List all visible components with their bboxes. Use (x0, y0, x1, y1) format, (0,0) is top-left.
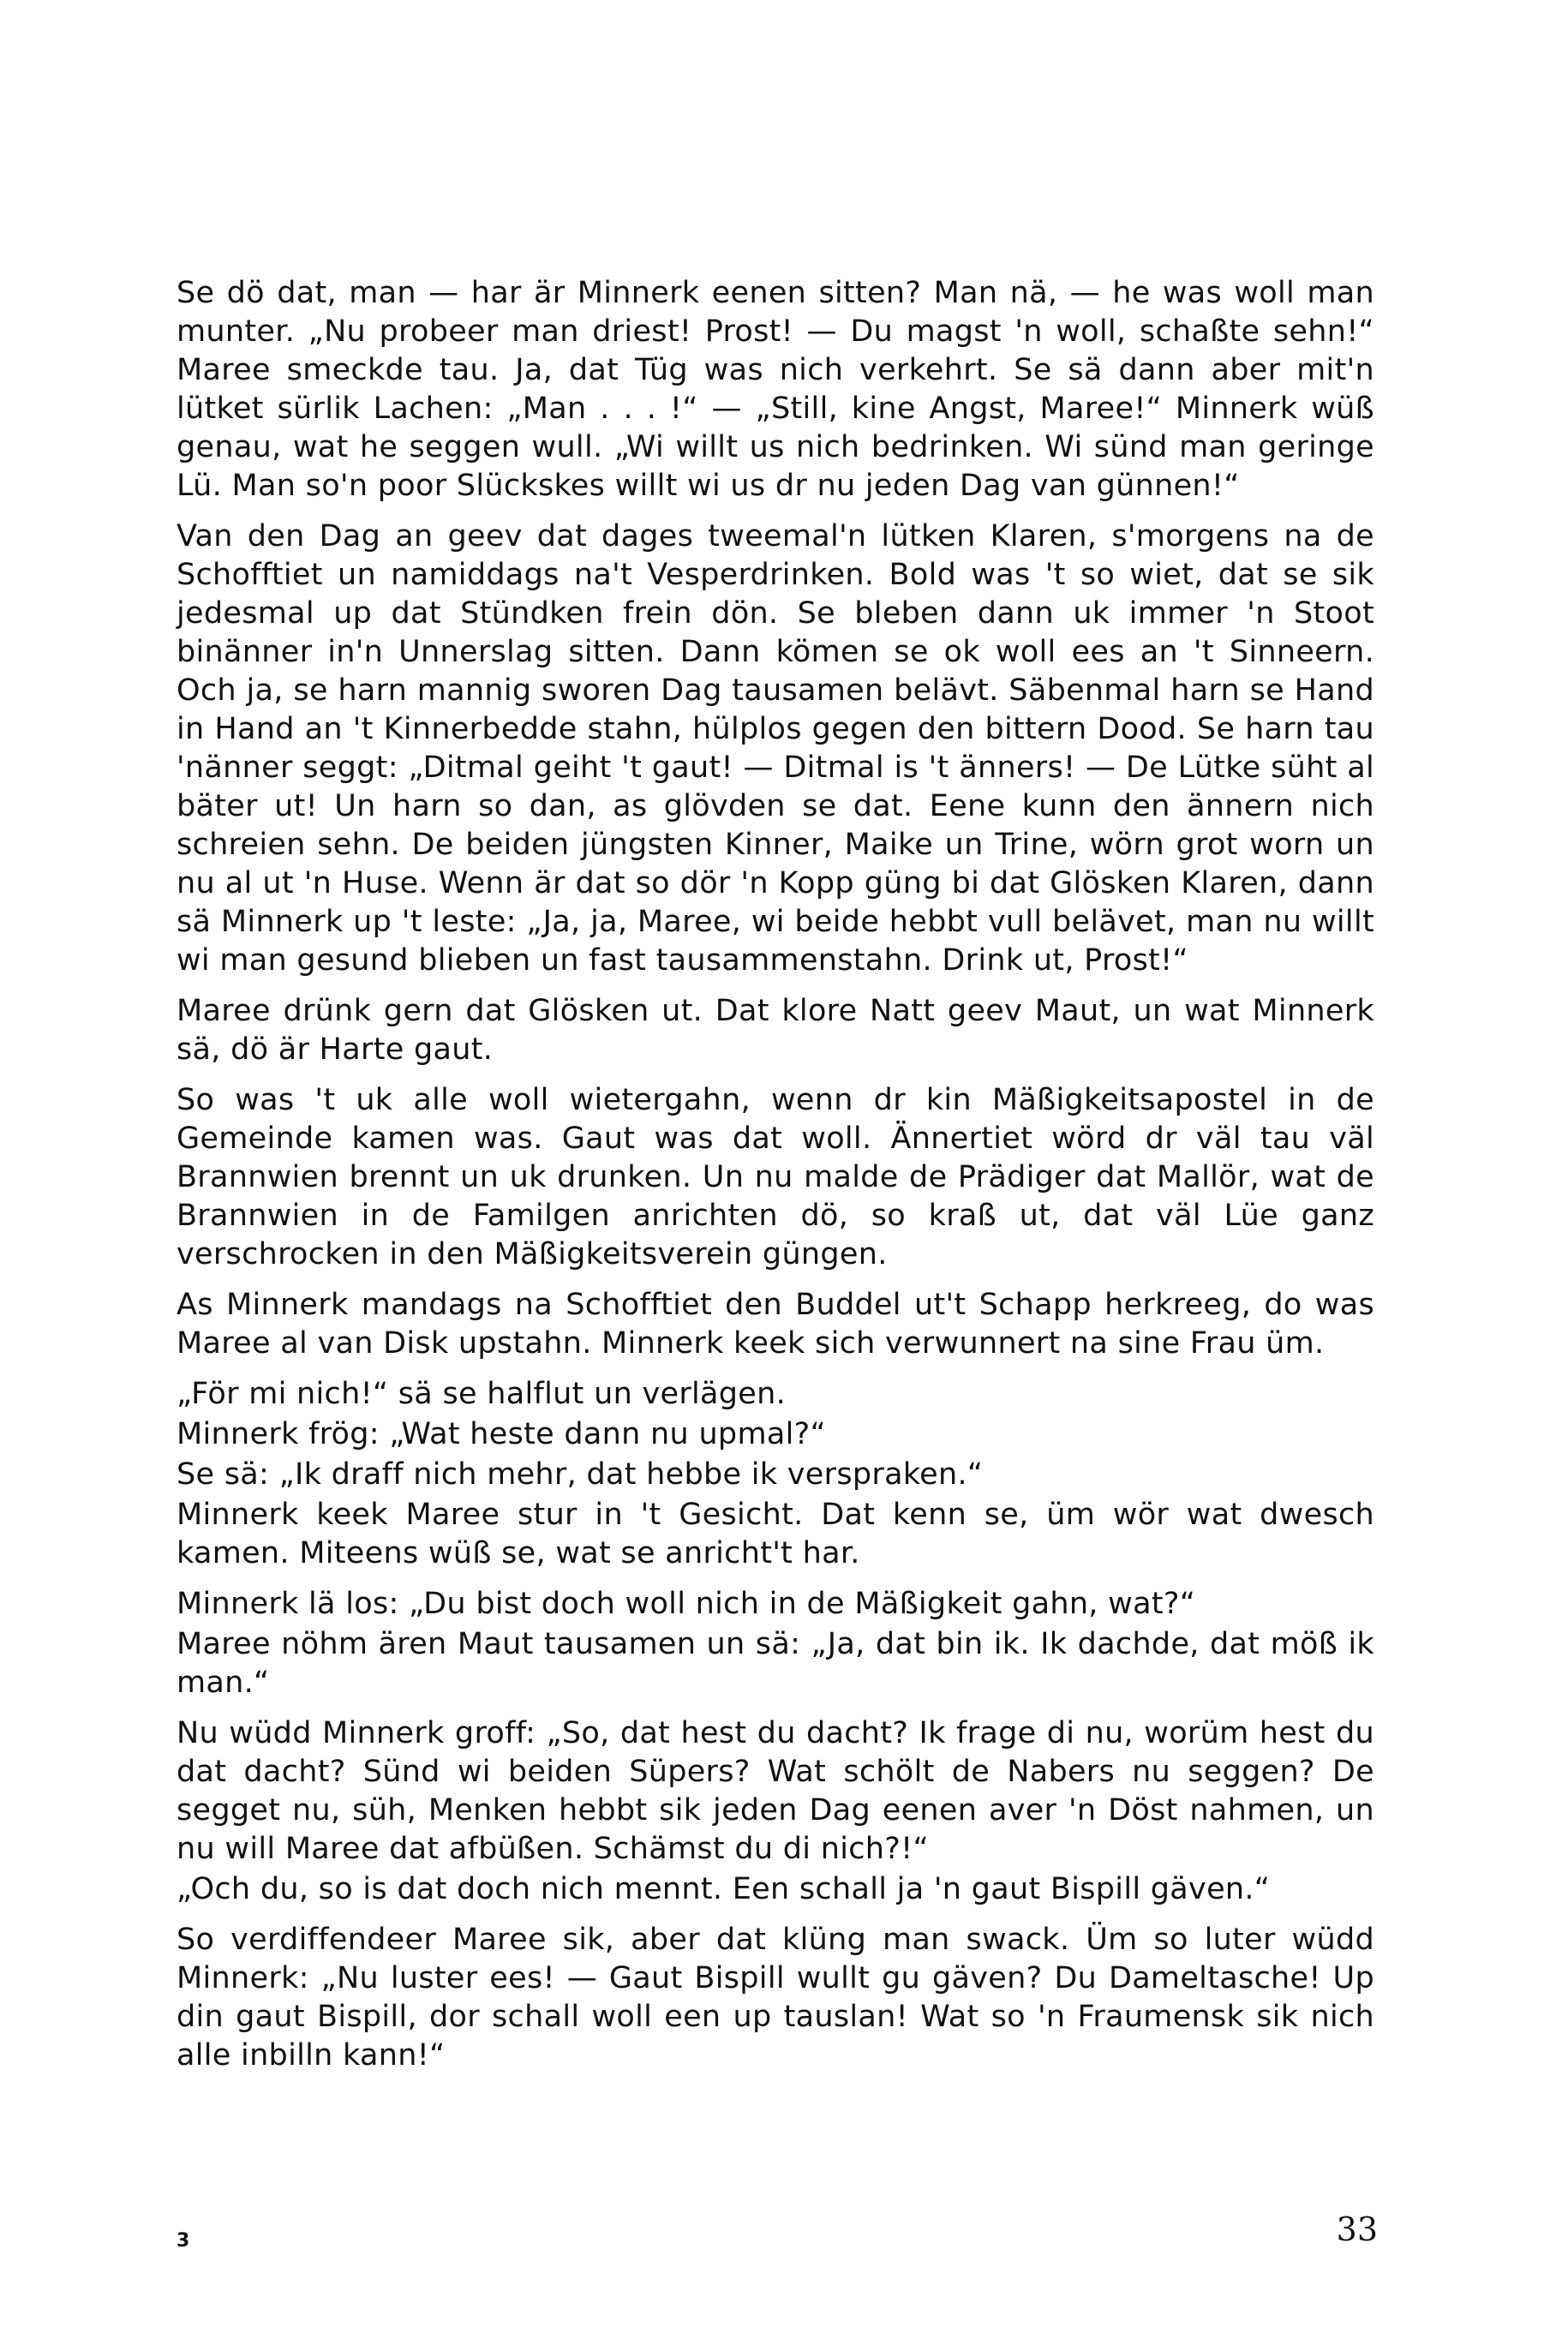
paragraph: „För mi nich!“ sä se halflut un verlägen. (177, 1377, 787, 1411)
paragraph: Minnerk frög: „Wat heste dann nu upmal?“ (177, 1417, 826, 1451)
paragraph: Minnerk keek Maree stur in 't Gesicht. Dat kenn se, üm wör wat dwesch kamen. Miteens wüß se, wat se anricht't har. (177, 1498, 1374, 1570)
paragraph: Van den Dag an geev dat dages tweemal'n lütken Klaren, s'morgens na de Schofftiet un namiddags na't Vesperdrinken. Bold was 't so wiet, dat se sik jedesmal up dat Stündken frein dön. Se bleben dann uk immer 'n Stoot binänner in'n Unnerslag sitten. Dann kömen se ok woll ees an 't Sinneern. Och ja, se harn mannig sworen Dag tausamen belävt. Säbenmal harn se Hand in Hand an 't Kinnerbedde stahn, hülplos gegen den bittern Dood. Se harn tau 'nänner seggt: „Ditmal geiht 't gaut! — Ditmal is 't änners! — De Lütke süht al bäter ut! Un harn so dan, as glövden se dat. Eene kunn den ännern nich schreien sehn. De beiden jüngsten Kinner, Maike un Trine, wörn grot worn un nu al ut 'n Huse. Wenn är dat so dör 'n Kopp güng bi dat Glösken Klaren, dann sä Minnerk up 't leste: „Ja, ja, Maree, wi beide hebbt vull belävet, man nu willt wi man gesund blieben un fast tausammenstahn. Drink ut, Prost!“ (177, 519, 1374, 978)
paragraph: Nu wüdd Minnerk groff: „So, dat hest du dacht? Ik frage di nu, worüm hest du dat dacht? Sünd wi beiden Süpers? Wat schölt de Nabers nu seggen? De segget nu, süh, Menken hebbt sik jeden Dag eenen aver 'n Döst nahmen, un nu will Maree dat afbüßen. Schämst du di nich?!“ (177, 1716, 1374, 1866)
paragraph: Se sä: „Ik draff nich mehr, dat hebbe ik verspraken.“ (177, 1457, 984, 1492)
paragraph: As Minnerk mandags na Schofftiet den Buddel ut't Schapp herkreeg, do was Maree al van Disk upstahn. Minnerk keek sich verwunnert na sine Frau üm. (177, 1288, 1374, 1361)
paragraph: So was 't uk alle woll wietergahn, wenn dr kin Mäßigkeitsapostel in de Gemeinde kamen was. Gaut was dat woll. Ännertiet wörd dr väl tau väl Brannwien brennt un uk drunken. Un nu malde de Prädiger dat Mallör, wat de Brannwien in de Familgen anrichten dö, so kraß ut, dat väl Lüe ganz verschrocken in den Mäßigkeitsverein güngen. (177, 1083, 1374, 1271)
paragraph: „Och du, so is dat doch nich mennt. Een schall ja 'n gaut Bispill gäven.“ (177, 1872, 1271, 1906)
paragraph: Minnerk lä los: „Du bist doch woll nich in de Mäßigkeit gahn, wat?“ (177, 1587, 1196, 1621)
signature-mark: 3 (177, 2230, 190, 2252)
paragraph: Maree drünk gern dat Glösken ut. Dat klore Natt geev Maut, un wat Minnerk sä, dö är Harte gaut. (177, 994, 1374, 1067)
page-number: 33 (1336, 2210, 1378, 2248)
paragraph: Maree nöhm ären Maut tausamen un sä: „Ja, dat bin ik. Ik dachde, dat möß ik man.“ (177, 1627, 1374, 1700)
paragraph: So verdiffendeer Maree sik, aber dat klüng man swack. Üm so luter wüdd Minnerk: „Nu luster ees! — Gaut Bispill wullt gu gäven? Du Dameltasche! Up din gaut Bispill, dor schall woll een up tauslan! Wat so 'n Fraumensk sik nich alle inbilln kann!“ (177, 1923, 1374, 2073)
page-body (177, 274, 1374, 2087)
paragraph: Se dö dat, man — har är Minnerk eenen sitten? Man nä, — he was woll man munter. „Nu probeer man driest! Prost! — Du magst 'n woll, schaßte sehn!“ Maree smeckde tau. Ja, dat Tüg was nich verkehrt. Se sä dann aber mit'n lütket sürlik Lachen: „Man . . . !“ — „Still, kine Angst, Maree!“ Minnerk wüß genau, wat he seggen wull. „Wi willt us nich bedrinken. Wi sünd man geringe Lü. Man so'n poor Slückskes willt wi us dr nu jeden Dag van günnen!“ (177, 276, 1374, 503)
